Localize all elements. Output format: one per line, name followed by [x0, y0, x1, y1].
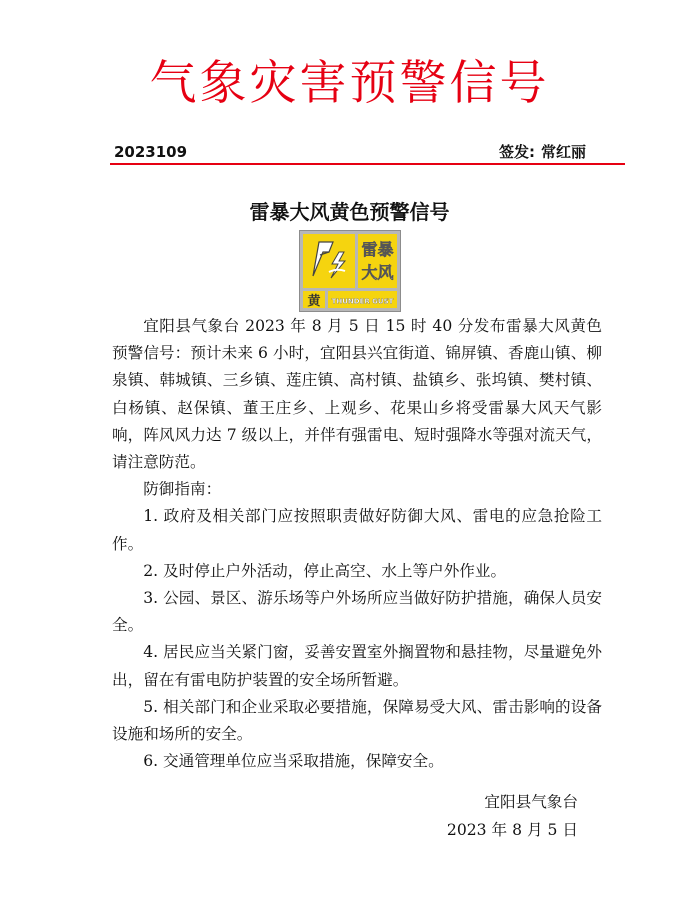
document-number: 2023109 — [114, 143, 188, 161]
icon-english-text: THUNDER GUST — [331, 297, 394, 306]
icon-text-top: 雷暴 — [361, 240, 394, 259]
document-meta — [112, 140, 590, 164]
signal-title: 雷暴大风黄色预警信号 — [249, 200, 450, 224]
signer-name: 常红丽 — [540, 143, 586, 161]
warning-body — [112, 313, 602, 775]
guide-item: 3. 公园、景区、游乐场等户外场所应当做好防护措施，确保人员安全。 — [112, 589, 602, 635]
guide-item: 2. 及时停止户外活动，停止高空、水上等户外作业。 — [143, 561, 507, 580]
guide-item: 5. 相关部门和企业采取必要措施，保障易受大风、雷击影响的设备设施和场所的安全。 — [112, 697, 602, 744]
thunderstorm-gale-yellow-warning-icon — [299, 230, 401, 312]
signer — [499, 142, 586, 162]
icon-text-bottom: 大风 — [361, 263, 394, 282]
signer-label: 签发: — [498, 143, 535, 161]
issue-date: 2023 年 8 月 5 日 — [446, 821, 578, 839]
header-divider — [110, 163, 625, 165]
guide-item: 1. 政府及相关部门应按照职责做好防御大风、雷电的应急抢险工作。 — [112, 507, 602, 553]
guide-item: 4. 居民应当关紧门窗，妥善安置室外搁置物和悬挂物，尽量避免外出，留在有雷电防护装置的安全场所暂避。 — [112, 643, 602, 689]
guide-item: 6. 交通管理单位应当采取措施，保障安全。 — [143, 752, 444, 771]
icon-level-text: 黄 — [307, 294, 321, 309]
issuing-organization: 宜阳县气象台 — [484, 793, 578, 811]
body-paragraph: 宜阳县气象台 2023 年 8 月 5 日 15 时 40 分发布雷暴大风黄色预警信号：预计未来 6 小时，宜阳县兴宜街道、锦屏镇、香鹿山镇、柳泉镇、韩城镇、三乡镇、莲庄镇、高村镇、盐镇乡、张坞镇、樊村镇、白杨镇、赵保镇、董王庄乡、上观乡、花果山乡将受雷暴大风天气影响，阵风风力达 7 级以上，并伴有强雷电、短时强降水等强对流天气，请注意防范。 — [112, 317, 602, 472]
page-title: 气象灾害预警信号 — [149, 56, 550, 111]
defense-guide-heading: 防御指南： — [143, 480, 222, 499]
